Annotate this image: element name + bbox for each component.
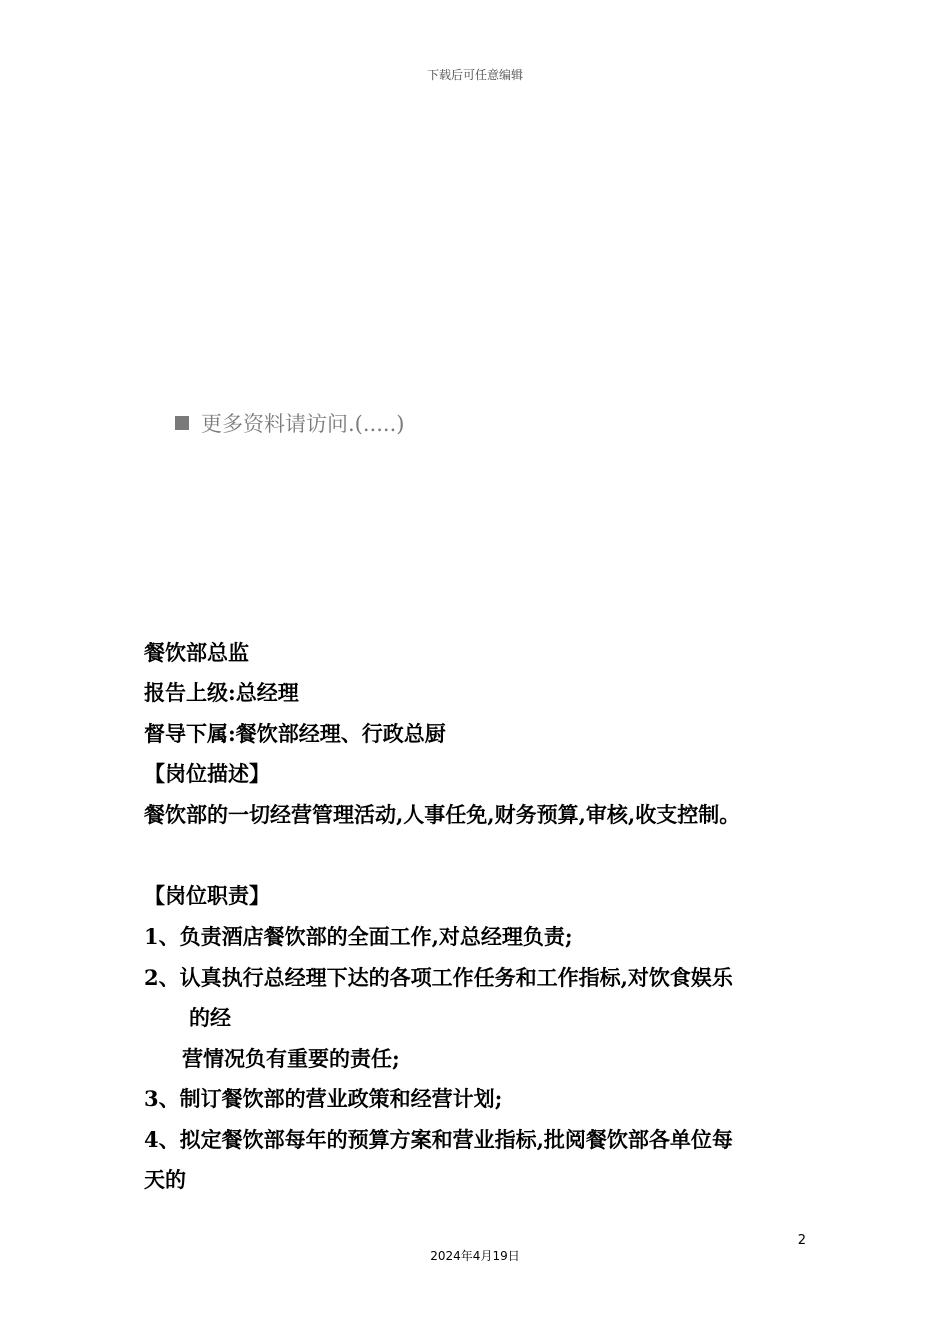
duty-item-2-cont2: 营情况负有重要的责任; bbox=[182, 1046, 400, 1071]
duties-heading: 【岗位职责】 bbox=[144, 883, 270, 908]
supervise-line: 督导下属:餐饮部经理、行政总厨 bbox=[144, 721, 446, 746]
duty-item-4: 4、拟定餐饮部每年的预算方案和营业指标,批阅餐饮部各单位每 bbox=[144, 1127, 733, 1152]
visit-notice bbox=[175, 408, 404, 438]
report-to-line: 报告上级:总经理 bbox=[144, 680, 299, 705]
page-number: 2 bbox=[797, 1233, 806, 1248]
job-title: 餐饮部总监 bbox=[144, 640, 249, 665]
description-text: 餐饮部的一切经营管理活动,人事任免,财务预算,审核,收支控制。 bbox=[144, 802, 741, 827]
duty-item-1: 1、负责酒店餐饮部的全面工作,对总经理负责; bbox=[144, 924, 573, 949]
page-footer-date: 2024年4月19日 bbox=[430, 1249, 520, 1263]
duty-item-4-cont: 天的 bbox=[144, 1167, 186, 1192]
duty-item-2-cont: 的经 bbox=[189, 1005, 231, 1030]
duty-item-2: 2、认真执行总经理下达的各项工作任务和工作指标,对饮食娱乐 bbox=[144, 965, 733, 990]
duty-item-3: 3、制订餐饮部的营业政策和经营计划; bbox=[144, 1086, 503, 1111]
square-bullet-icon bbox=[175, 416, 189, 430]
description-heading: 【岗位描述】 bbox=[144, 761, 270, 786]
page-header: 下载后可任意编辑 bbox=[426, 68, 523, 82]
visit-notice-text: 更多资料请访问.(.....) bbox=[201, 412, 405, 436]
